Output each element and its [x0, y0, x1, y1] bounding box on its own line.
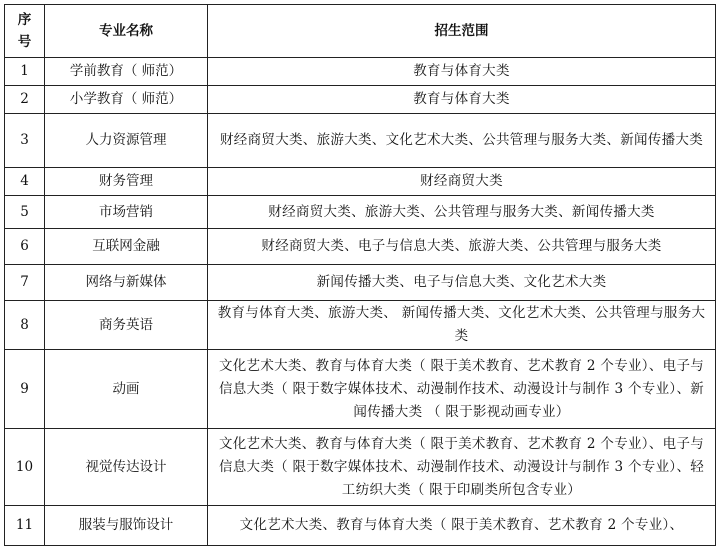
table-row: [5, 196, 716, 229]
major-name: 财务管理: [45, 168, 208, 196]
header-serial-line1: 序: [17, 12, 32, 28]
enrollment-range: [208, 168, 716, 196]
table-row: [5, 86, 716, 114]
row-number: 5: [5, 196, 45, 229]
enrollment-range: [208, 506, 716, 546]
header-enrollment-range: 招生范围: [208, 5, 716, 58]
enrollment-range-text: 教育与体育大类、旅游大类、 新闻传播大类、文化艺术大类、公共管理与服务大类: [217, 305, 706, 344]
major-name: 人力资源管理: [45, 114, 208, 168]
row-number: 2: [5, 86, 45, 114]
enrollment-range: [208, 196, 716, 229]
row-number: 11: [5, 506, 45, 546]
table-row: [5, 506, 716, 546]
table-row: [5, 168, 716, 196]
enrollment-range-text: 财经商贸大类、电子与信息大类、旅游大类、公共管理与服务大类: [261, 238, 662, 254]
enrollment-range-text: 财经商贸大类、旅游大类、公共管理与服务大类、新闻传播大类: [268, 203, 655, 220]
major-name: 服装与服饰设计: [45, 506, 208, 546]
header-row: [5, 5, 716, 58]
enrollment-range-text: 教育与体育大类: [413, 91, 510, 107]
header-major-name: 专业名称: [45, 5, 208, 58]
major-name: 互联网金融: [45, 229, 208, 265]
enrollment-range-text: 新闻传播大类、电子与信息大类、文化艺术大类: [316, 274, 607, 290]
major-name: 商务英语: [45, 301, 208, 350]
row-number: 4: [5, 168, 45, 196]
table-row: [5, 301, 716, 350]
enrollment-range-text: 文化艺术大类、教育与体育大类（ 限于美术教育、艺术教育 2 个专业）、: [239, 517, 684, 533]
major-name: 市场营销: [45, 196, 208, 229]
enrollment-range: [208, 429, 716, 506]
enrollment-range: [208, 265, 716, 301]
enrollment-range-text: 文化艺术大类、教育与体育大类（ 限于美术教育、艺术教育 2 个专业）、电子与信息大类（ 限于数字媒体技术、动漫制作技术、动漫设计与制作 3 个专业）、轻工纺织大类（ 限于印刷类所包含专业）: [218, 435, 705, 498]
header-serial-number: [5, 5, 45, 58]
table-row: [5, 114, 716, 168]
table-row: [5, 350, 716, 429]
enrollment-range: [208, 229, 716, 265]
row-number: 7: [5, 265, 45, 301]
table-row: [5, 429, 716, 506]
row-number: 3: [5, 114, 45, 168]
major-name: 小学教育（ 师范）: [45, 86, 208, 114]
enrollment-range: [208, 350, 716, 429]
enrollment-range-text: 教育与体育大类: [413, 63, 510, 79]
row-number: 9: [5, 350, 45, 429]
enrollment-range: [208, 114, 716, 168]
row-number: 1: [5, 58, 45, 86]
table-row: [5, 58, 716, 86]
admission-table: [4, 4, 716, 546]
enrollment-range-text: 文化艺术大类、教育与体育大类（ 限于美术教育、艺术教育 2 个专业）、电子与信息大类（ 限于数字媒体技术、动漫制作技术、动漫设计与制作 3 个专业）、新闻传播大类 （ 限于影视动画专业）: [218, 357, 705, 420]
major-name: 动画: [45, 350, 208, 429]
row-number: 8: [5, 301, 45, 350]
major-name: 网络与新媒体: [45, 265, 208, 301]
major-name: 学前教育（ 师范）: [45, 58, 208, 86]
table-row: [5, 229, 716, 265]
major-name: 视觉传达设计: [45, 429, 208, 506]
enrollment-range: [208, 301, 716, 350]
table-row: [5, 265, 716, 301]
enrollment-range: [208, 58, 716, 86]
enrollment-range: [208, 86, 716, 114]
enrollment-range-text: 财经商贸大类、旅游大类、文化艺术大类、公共管理与服务大类、新闻传播大类: [220, 132, 703, 148]
row-number: 6: [5, 229, 45, 265]
enrollment-range-text: 财经商贸大类: [420, 173, 503, 189]
row-number: 10: [5, 429, 45, 506]
header-serial-line2: 号: [17, 34, 32, 50]
